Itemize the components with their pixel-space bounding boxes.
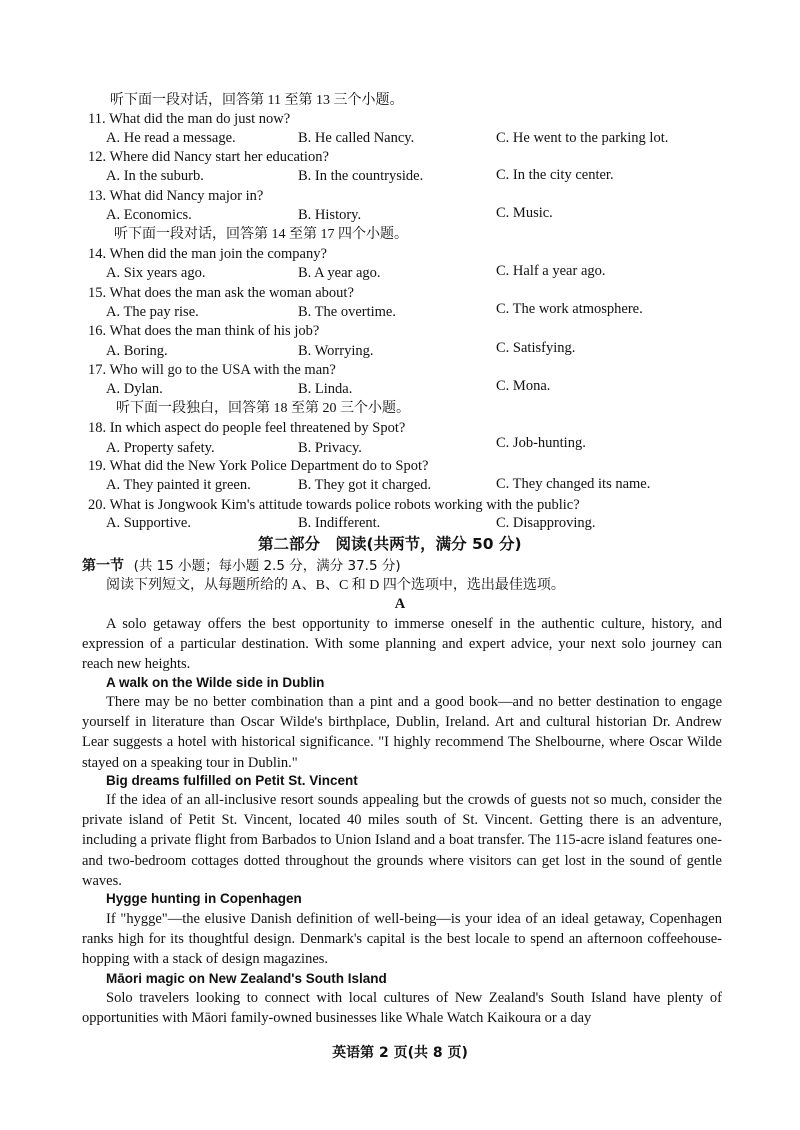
q13-option-c: C. Music. [496,205,553,221]
q11-option-c: C. He went to the parking lot. [496,130,669,146]
passage-intro: A solo getaway offers the best opportunity to immerse oneself in the authentic culture, history, and expression of a particular destination. With some planning and expert advice, your next solo journey can reach new heights. [82,616,722,673]
question-11: 11. What did the man do just now? [88,111,291,127]
q20-option-b: B. Indifferent. [298,515,381,531]
paragraph-petit-st-vincent: If the idea of an all-inclusive resort sounds appealing but the crowds of guests not so much, consider the private island of Petit St. Vincent, located 40 miles south of St. Vincent. Getting there is an adventure, including a private flight from Barbados to Union Island and a boat transfer. The 115-acre island features one-and two-bedroom cottages dotted throughout the grounds where visitors can get lost in the sound of gentle waves. [82,792,722,889]
question-13: 13. What did Nancy major in? [88,188,264,204]
question-16: 16. What does the man think of his job? [88,323,320,339]
paragraph-copenhagen: If "hygge"—the elusive Danish definition of well-being—is your idea of an ideal getaway, Copenhagen ranks high for its thoughtful design. Denmark's capital is the best locale to spend an afternoon coffeehouse-hopping with a stack of design magazines. [82,911,722,968]
section-label: 第一节 [82,558,124,574]
q13-option-a: A. Economics. [106,207,192,223]
question-19: 19. What did the New York Police Department do to Spot? [88,458,429,474]
page-footer: 英语第 2 页(共 8 页) [332,1045,468,1061]
q18-option-a: A. Property safety. [106,440,215,456]
question-15: 15. What does the man ask the woman about? [88,285,354,301]
q17-option-b: B. Linda. [298,381,353,397]
q17-option-c: C. Mona. [496,378,551,394]
q14-option-b: B. A year ago. [298,265,381,281]
q16-option-c: C. Satisfying. [496,340,576,356]
heading-dublin: A walk on the Wilde side in Dublin [106,675,325,690]
passage-letter: A [394,596,406,612]
question-12: 12. Where did Nancy start her education? [88,149,329,165]
q17-option-a: A. Dylan. [106,381,163,397]
q13-option-b: B. History. [298,207,362,223]
question-20: 20. What is Jongwook Kim's attitude towards police robots working with the public? [88,497,580,513]
q11-option-b: B. He called Nancy. [298,130,415,146]
q19-option-a: A. They painted it green. [106,477,251,493]
q19-option-c: C. They changed its name. [496,476,651,492]
heading-copenhagen: Hygge hunting in Copenhagen [106,891,302,906]
question-17: 17. Who will go to the USA with the man? [88,362,336,378]
q18-option-c: C. Job-hunting. [496,435,586,451]
q16-option-b: B. Worrying. [298,343,374,359]
instruction-18-20: 听下面一段独白，回答第 18 至第 20 三个小题。 [116,401,410,416]
q11-option-a: A. He read a message. [106,130,236,146]
q14-option-a: A. Six years ago. [106,265,206,281]
question-18: 18. In which aspect do people feel threatened by Spot? [88,420,406,436]
instruction-11-13: 听下面一段对话，回答第 11 至第 13 三个小题。 [110,93,404,108]
question-14: 14. When did the man join the company? [88,246,327,262]
q18-option-b: B. Privacy. [298,440,362,456]
part2-title: 第二部分 阅读(共两节，满分 50 分) [258,535,522,553]
q12-option-b: B. In the countryside. [298,168,424,184]
q15-option-b: B. The overtime. [298,304,396,320]
q16-option-a: A. Boring. [106,343,168,359]
q19-option-b: B. They got it charged. [298,477,432,493]
q12-option-a: A. In the suburb. [106,168,204,184]
q14-option-c: C. Half a year ago. [496,263,606,279]
instruction-14-17: 听下面一段对话，回答第 14 至第 17 四个小题。 [114,227,408,242]
q15-option-c: C. The work atmosphere. [496,301,643,317]
section-info: (共 15 小题；每小题 2.5 分，满分 37.5 分) [133,558,401,574]
q20-option-c: C. Disapproving. [496,515,596,531]
heading-petit-st-vincent: Big dreams fulfilled on Petit St. Vincent [106,773,358,788]
reading-instruction: 阅读下列短文，从每题所给的 A、B、C 和 D 四个选项中，选出最佳选项。 [106,578,565,593]
q20-option-a: A. Supportive. [106,515,191,531]
q15-option-a: A. The pay rise. [106,304,199,320]
q12-option-c: C. In the city center. [496,167,614,183]
paragraph-dublin: There may be no better combination than a pint and a good book—and no better destination to engage yourself in literature than Oscar Wilde's birthplace, Dublin, Ireland. Art and cultural historian Dr. Andrew Lear suggests a hotel with historical significance. "I highly recommend The Shelbourne, where Oscar Wilde stayed on a speaking tour in Dublin." [82,694,722,771]
paragraph-new-zealand: Solo travelers looking to connect with local cultures of New Zealand's South Island have plenty of opportunities with Māori family-owned businesses like Whale Watch Kaikoura or a day [82,990,722,1027]
heading-new-zealand: Māori magic on New Zealand's South Island [106,971,387,986]
